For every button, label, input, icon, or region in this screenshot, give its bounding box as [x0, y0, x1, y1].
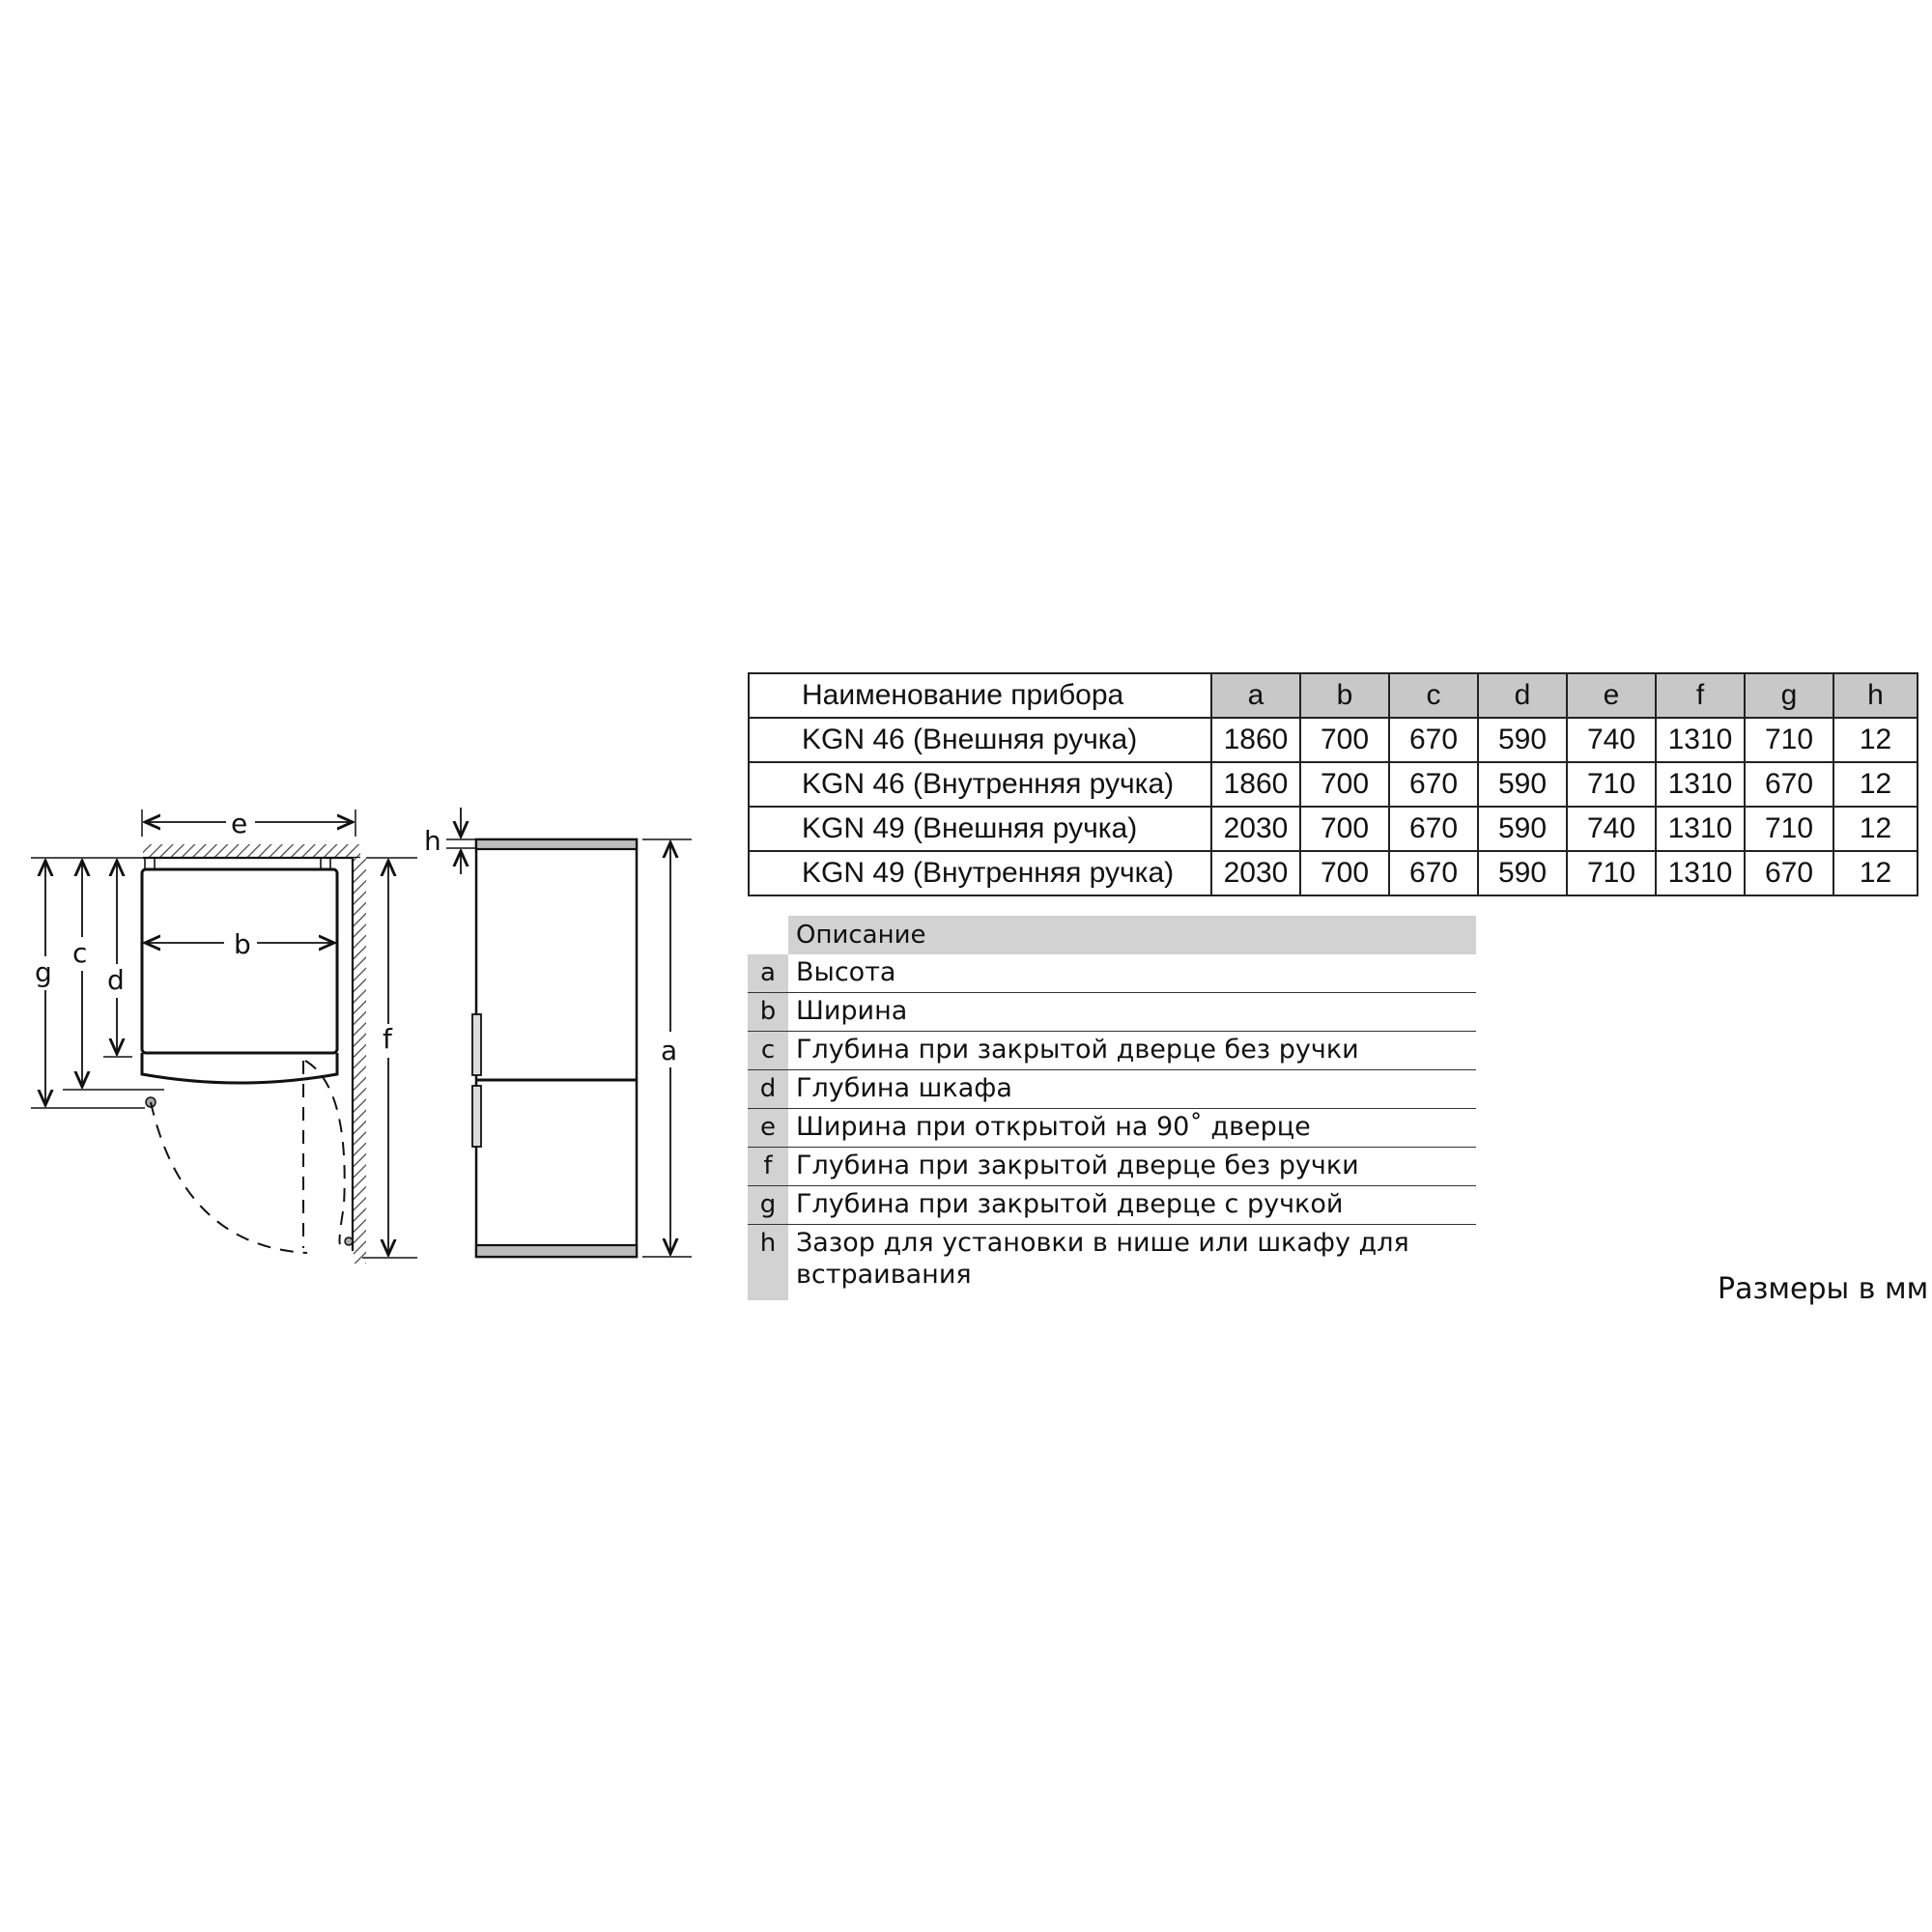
legend-text: Ширина — [796, 996, 908, 1026]
cell-value: 12 — [1833, 762, 1918, 807]
table-header-row — [749, 673, 1918, 718]
legend-text: Глубина при закрытой дверце без ручки — [796, 1035, 1359, 1065]
table-row — [749, 851, 1918, 895]
legend-key: f — [748, 1148, 788, 1185]
column-header-e: e — [1567, 673, 1656, 718]
legend-header — [748, 916, 1476, 954]
list-item — [748, 1186, 1476, 1225]
cell-value: 590 — [1478, 851, 1567, 895]
legend-title: Описание — [788, 916, 1476, 954]
wall-back-hatch — [143, 844, 360, 857]
model-name: KGN 46 (Внутренняя ручка) — [749, 762, 1211, 807]
legend-text: Глубина при закрытой дверце с ручкой — [796, 1189, 1344, 1219]
column-header-g: g — [1745, 673, 1833, 718]
cell-value: 12 — [1833, 851, 1918, 895]
legend-key: a — [748, 954, 788, 992]
column-header-d: d — [1478, 673, 1567, 718]
dim-label-d: d — [107, 964, 125, 996]
cell-value: 740 — [1567, 807, 1656, 851]
cell-value: 1310 — [1656, 762, 1745, 807]
units-note: Размеры в мм — [1718, 1272, 1929, 1306]
top-view — [31, 810, 417, 1264]
model-name: KGN 46 (Внешняя ручка) — [749, 718, 1211, 762]
dim-label-b: b — [234, 928, 251, 960]
upper-handle — [472, 1014, 481, 1075]
fridge-side-body — [476, 839, 637, 1257]
legend-text: Ширина при открытой на 90˚ дверце — [796, 1112, 1311, 1142]
cell-value: 700 — [1300, 718, 1389, 762]
cell-value: 12 — [1833, 807, 1918, 851]
model-name: KGN 49 (Внутренняя ручка) — [749, 851, 1211, 895]
table-row — [749, 807, 1918, 851]
cell-value: 590 — [1478, 807, 1567, 851]
column-header-name: Наименование прибора — [749, 673, 1211, 718]
cell-value: 1310 — [1656, 807, 1745, 851]
column-header-a: a — [1211, 673, 1300, 718]
legend-key: d — [748, 1070, 788, 1108]
cell-value: 740 — [1567, 718, 1656, 762]
cell-value: 710 — [1745, 807, 1833, 851]
column-header-h: h — [1833, 673, 1918, 718]
dim-label-g: g — [35, 956, 52, 988]
cell-value: 710 — [1745, 718, 1833, 762]
dim-label-h: h — [424, 825, 441, 857]
legend-key: g — [748, 1186, 788, 1224]
list-item — [748, 1032, 1476, 1070]
dimensions-table — [748, 672, 1918, 896]
cell-value: 670 — [1389, 718, 1478, 762]
list-item — [748, 1070, 1476, 1109]
legend-text: Высота — [796, 957, 896, 987]
dim-label-e: e — [231, 808, 248, 839]
cell-value: 1860 — [1211, 762, 1300, 807]
cell-value: 2030 — [1211, 807, 1300, 851]
list-item — [748, 954, 1476, 993]
cell-value: 590 — [1478, 718, 1567, 762]
column-header-b: b — [1300, 673, 1389, 718]
cell-value: 700 — [1300, 762, 1389, 807]
table-row — [749, 762, 1918, 807]
list-item — [748, 1148, 1476, 1186]
cell-value: 1860 — [1211, 718, 1300, 762]
model-name: KGN 49 (Внешняя ручка) — [749, 807, 1211, 851]
list-item — [748, 1109, 1476, 1148]
legend-text: Глубина шкафа — [796, 1073, 1012, 1103]
dimension-legend — [748, 916, 1476, 1300]
column-header-c: c — [1389, 673, 1478, 718]
cell-value: 700 — [1300, 851, 1389, 895]
cell-value: 670 — [1389, 762, 1478, 807]
cell-value: 710 — [1567, 762, 1656, 807]
dim-label-f: f — [383, 1023, 392, 1055]
cell-value: 2030 — [1211, 851, 1300, 895]
legend-key: c — [748, 1032, 788, 1069]
legend-text: Глубина при закрытой дверце без ручки — [796, 1151, 1359, 1180]
dim-label-c: c — [72, 937, 88, 969]
column-header-f: f — [1656, 673, 1745, 718]
cell-value: 670 — [1745, 762, 1833, 807]
cabinet-top-view — [142, 869, 337, 1053]
list-item — [748, 1225, 1476, 1300]
side-view — [446, 808, 692, 1257]
legend-key: b — [748, 993, 788, 1031]
legend-text: Зазор для установки в нише или шкафу для встраивания — [796, 1228, 1409, 1290]
list-item — [748, 993, 1476, 1032]
legend-key: e — [748, 1109, 788, 1147]
door-swing-arc — [151, 1102, 307, 1253]
dim-label-a: a — [661, 1035, 678, 1066]
cell-value: 700 — [1300, 807, 1389, 851]
cell-value: 12 — [1833, 718, 1918, 762]
cell-value: 670 — [1745, 851, 1833, 895]
cell-value: 670 — [1389, 851, 1478, 895]
legend-key: h — [748, 1225, 788, 1300]
cell-value: 670 — [1389, 807, 1478, 851]
table-row — [749, 718, 1918, 762]
lower-handle — [472, 1086, 481, 1147]
cell-value: 590 — [1478, 762, 1567, 807]
cell-value: 710 — [1567, 851, 1656, 895]
cell-value: 1310 — [1656, 718, 1745, 762]
cell-value: 1310 — [1656, 851, 1745, 895]
door-closed — [142, 1053, 337, 1083]
wall-side-hatch — [354, 858, 366, 1264]
